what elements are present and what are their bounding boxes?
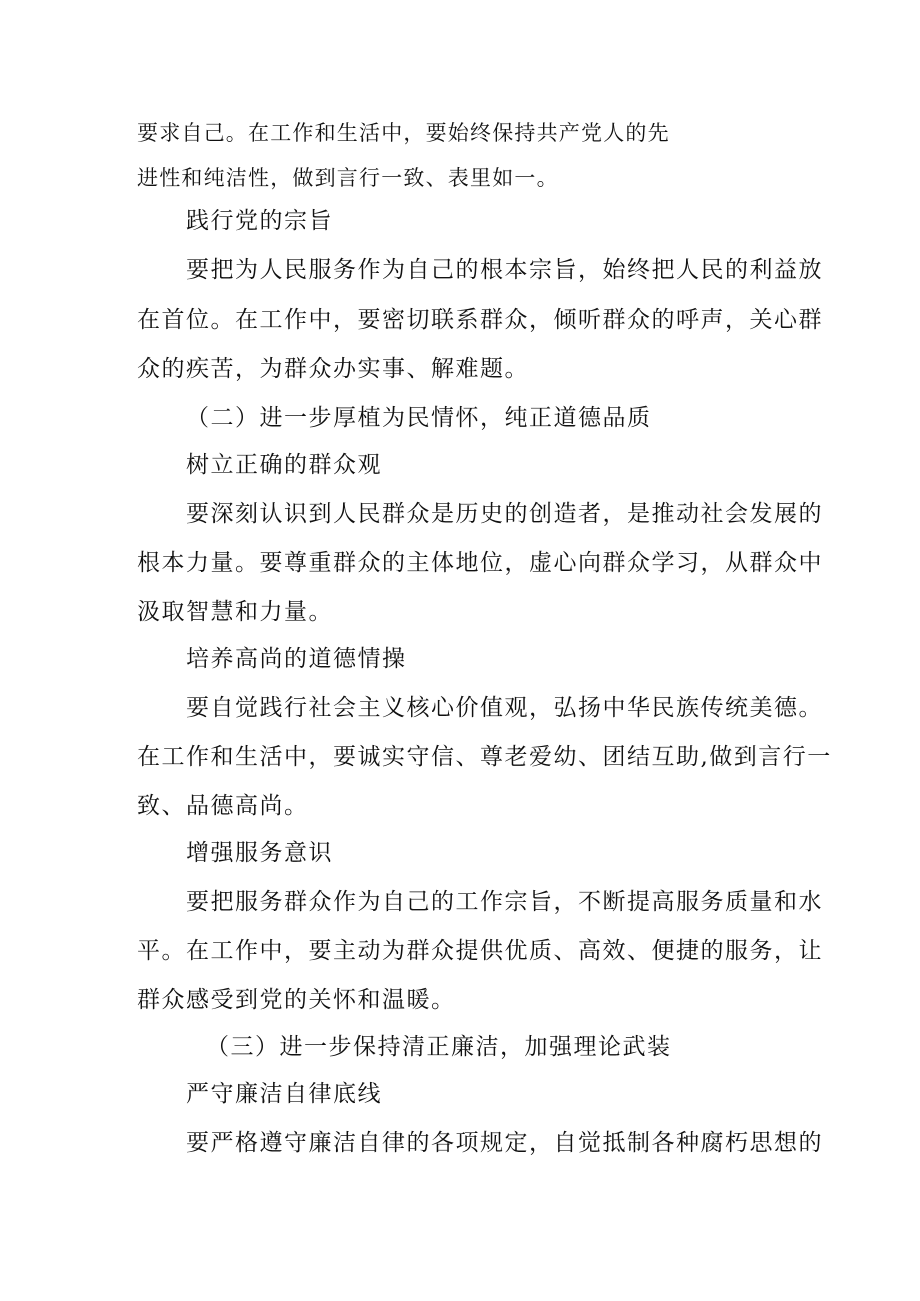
subheading: 培养高尚的道德情操	[186, 646, 407, 672]
body-text-line: 汲取智慧和力量。	[137, 599, 333, 625]
body-text-line: 众的疾苦，为群众办实事、解难题。	[137, 356, 529, 382]
body-text-line: 群众感受到党的关怀和温暖。	[137, 987, 456, 1013]
subheading: 树立正确的群众观	[186, 452, 382, 478]
subheading: 增强服务意识	[186, 840, 333, 866]
body-text-line: 致、品德高尚。	[137, 793, 309, 819]
body-text-line: 在首位。在工作中，要密切联系群众，倾听群众的呼声，关心群	[137, 307, 823, 333]
body-text-line: 根本力量。要尊重群众的主体地位，虚心向群众学习，从群众中	[137, 550, 823, 576]
subheading: 严守廉洁自律底线	[186, 1081, 382, 1107]
body-text-line: 要严格遵守廉洁自律的各项规定，自觉抵制各种腐朽思想的	[186, 1130, 823, 1156]
subheading: 践行党的宗旨	[186, 208, 333, 234]
body-text-line: 在工作和生活中，要诚实守信、尊老爱幼、团结互助,做到言行一	[137, 744, 832, 770]
section-heading: （二）进一步厚植为民情怀，纯正道德品质	[186, 405, 652, 431]
body-text-line: 要把服务群众作为自己的工作宗旨，不断提高服务质量和水	[186, 889, 823, 915]
body-text-line: 平。在工作中，要主动为群众提供优质、高效、便捷的服务，让	[137, 938, 823, 964]
body-text-line: 要深刻认识到人民群众是历史的创造者，是推动社会发展的	[186, 501, 823, 527]
body-text-line: 进性和纯洁性，做到言行一致、表里如一。	[137, 166, 559, 190]
body-text-line: 要求自己。在工作和生活中，要始终保持共产党人的先	[137, 121, 670, 145]
body-text-line: 要自觉践行社会主义核心价值观，弘扬中华民族传统美德。	[186, 695, 823, 721]
section-heading: （三）进一步保持清正廉洁，加强理论武装	[206, 1034, 672, 1060]
body-text-line: 要把为人民服务作为自己的根本宗旨，始终把人民的利益放	[186, 257, 823, 283]
